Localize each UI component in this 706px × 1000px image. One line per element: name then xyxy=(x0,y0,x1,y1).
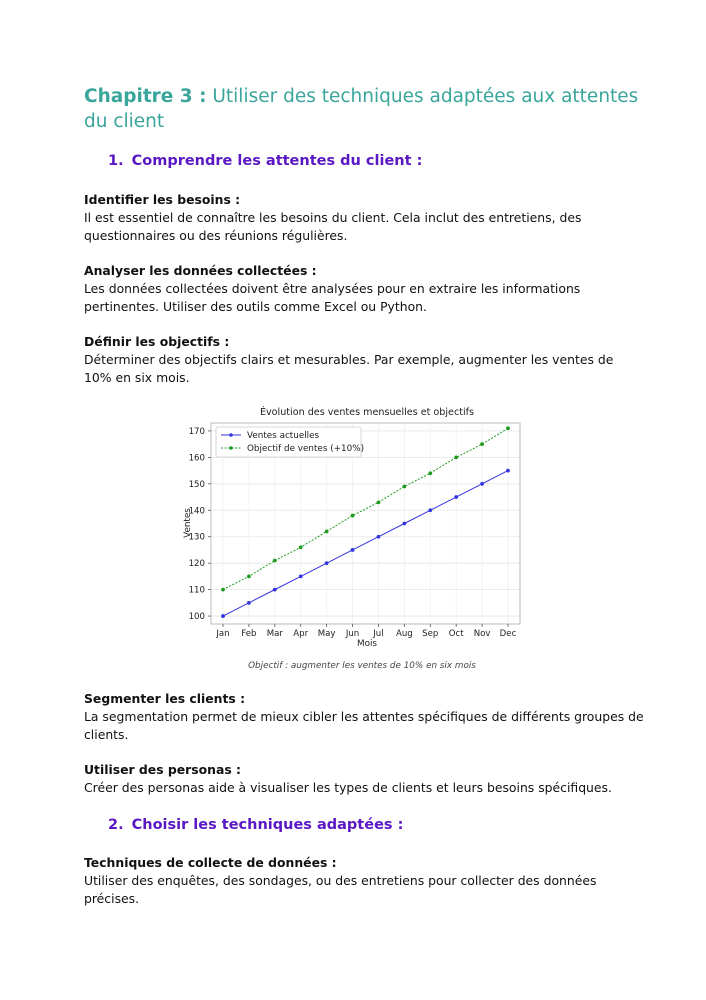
section-title: Choisir les techniques adaptées : xyxy=(131,817,404,833)
data-point xyxy=(299,545,303,549)
data-point xyxy=(325,561,329,565)
chapter-label: Chapitre 3 : xyxy=(84,86,207,107)
item-label: Utiliser des personas : xyxy=(84,762,241,777)
x-tick-label: Aug xyxy=(395,629,413,639)
data-point xyxy=(454,455,458,459)
item-segmenter-clients xyxy=(84,690,644,744)
legend-marker-actual xyxy=(229,433,233,437)
sales-chart-svg xyxy=(175,402,531,674)
x-tick-label: Jul xyxy=(373,629,384,639)
chart-title: Évolution des ventes mensuelles et objectifs xyxy=(259,407,475,418)
y-tick-label: 140 xyxy=(188,506,205,517)
section-heading-2 xyxy=(108,817,403,833)
data-point xyxy=(247,601,251,605)
y-tick-label: 100 xyxy=(188,612,205,623)
item-analyser-donnees xyxy=(84,262,644,316)
legend-marker-target xyxy=(229,446,233,450)
data-point xyxy=(273,588,277,592)
y-tick-label: 130 xyxy=(188,532,205,543)
data-point xyxy=(299,574,303,578)
data-point xyxy=(377,500,381,504)
data-point xyxy=(506,426,510,430)
item-techniques-collecte xyxy=(84,854,644,908)
data-point xyxy=(402,485,406,489)
legend-label-target: Objectif de ventes (+10%) xyxy=(247,444,365,454)
item-text: La segmentation permet de mieux cibler les attentes spécifiques de différents groupes de clients. xyxy=(84,709,644,742)
item-label: Techniques de collecte de données : xyxy=(84,855,337,870)
x-tick-label: Feb xyxy=(241,629,257,639)
sales-chart xyxy=(175,402,531,674)
data-point xyxy=(428,471,432,475)
x-tick-label: Oct xyxy=(448,629,464,639)
section-heading-1 xyxy=(108,153,422,169)
x-tick-label: Jun xyxy=(345,629,360,639)
x-tick-label: Nov xyxy=(473,629,491,639)
data-point xyxy=(480,442,484,446)
y-tick-label: 120 xyxy=(188,559,205,570)
x-tick-label: Mar xyxy=(266,629,283,639)
x-tick-label: Sep xyxy=(422,629,439,639)
data-point xyxy=(402,522,406,526)
item-label: Segmenter les clients : xyxy=(84,691,246,706)
y-tick-label: 160 xyxy=(188,453,205,464)
item-utiliser-personas xyxy=(84,761,644,797)
data-point xyxy=(506,469,510,473)
data-point xyxy=(325,530,329,534)
x-axis xyxy=(215,624,516,639)
item-definir-objectifs xyxy=(84,333,644,387)
data-point xyxy=(428,508,432,512)
x-tick-label: Jan xyxy=(216,629,230,639)
data-point xyxy=(221,614,225,618)
chart-caption: Objectif : augmenter les ventes de 10% en six mois xyxy=(248,661,476,671)
item-text: Les données collectées doivent être analysées pour en extraire les informations pertinentes. Utiliser des outils comme Excel ou Python. xyxy=(84,281,581,314)
legend-label-actual: Ventes actuelles xyxy=(247,431,320,441)
item-label: Analyser les données collectées : xyxy=(84,263,317,278)
item-label: Définir les objectifs : xyxy=(84,334,230,349)
y-tick-label: 170 xyxy=(188,426,205,437)
x-tick-label: Dec xyxy=(499,629,517,639)
series-line-actual xyxy=(223,471,508,616)
y-tick-label: 150 xyxy=(188,479,205,490)
item-label: Identifier les besoins : xyxy=(84,192,241,207)
data-point xyxy=(221,588,225,592)
chapter-heading xyxy=(84,84,644,134)
data-point xyxy=(454,495,458,499)
section-number: 1. xyxy=(108,153,124,169)
x-tick-label: May xyxy=(317,629,336,639)
chapter-title: Utiliser des techniques adaptées aux attentes du client xyxy=(84,86,639,132)
data-point xyxy=(247,574,251,578)
chart-legend xyxy=(216,427,364,457)
data-point xyxy=(273,559,277,563)
y-axis-label: Ventes xyxy=(183,508,193,538)
item-text: Créer des personas aide à visualiser les types de clients et leurs besoins spécifiques. xyxy=(84,780,612,795)
data-point xyxy=(351,548,355,552)
section-number: 2. xyxy=(108,817,124,833)
data-point xyxy=(377,535,381,539)
section-title: Comprendre les attentes du client : xyxy=(131,153,423,169)
data-point xyxy=(480,482,484,486)
data-point xyxy=(351,514,355,518)
item-identifier-besoins xyxy=(84,191,644,245)
y-tick-label: 110 xyxy=(188,585,205,596)
item-text: Utiliser des enquêtes, des sondages, ou des entretiens pour collecter des données précises. xyxy=(84,873,597,906)
item-text: Il est essentiel de connaître les besoins du client. Cela inclut des entretiens, des questionnaires ou des réunions régulières. xyxy=(84,210,582,243)
x-axis-label: Mois xyxy=(357,639,377,649)
item-text: Déterminer des objectifs clairs et mesurables. Par exemple, augmenter les ventes de 10% en six mois. xyxy=(84,352,614,385)
x-tick-label: Apr xyxy=(293,629,309,639)
